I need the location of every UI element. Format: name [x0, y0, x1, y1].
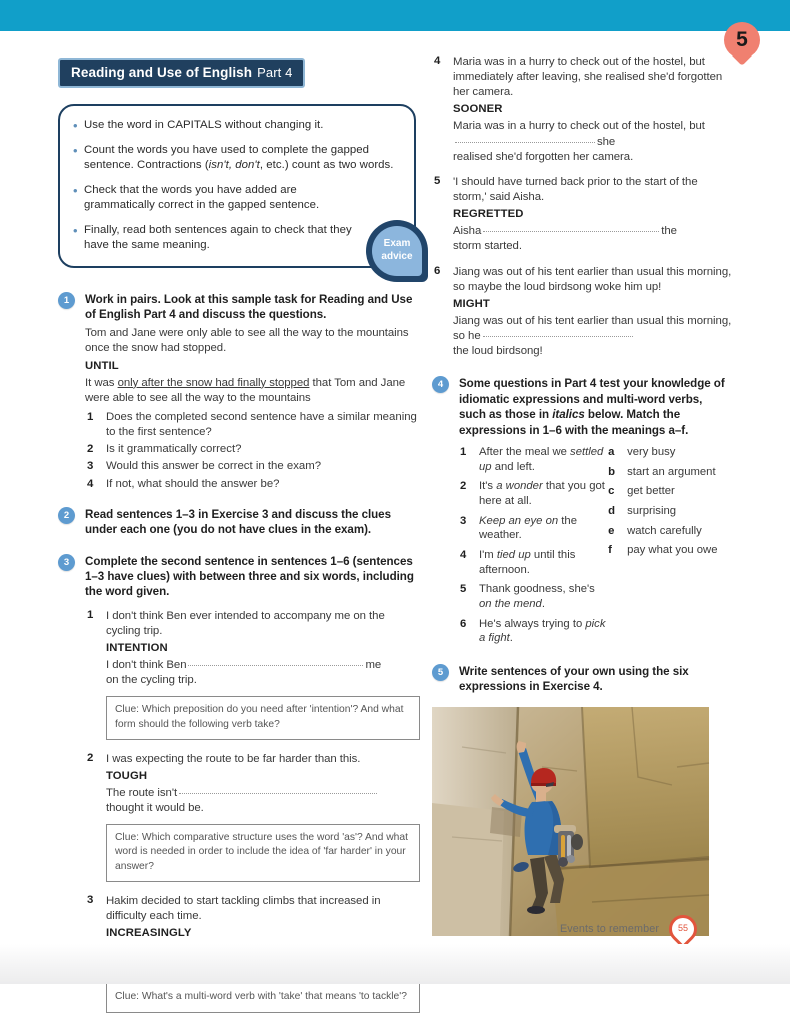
footer-label: Events to remember	[560, 923, 660, 935]
list-item: b start an argument	[608, 465, 716, 478]
top-banner	[0, 0, 790, 31]
list-item: 4 I'm tied up until this afternoon.	[460, 549, 576, 576]
matching-exercise	[459, 445, 732, 651]
expressions-column	[459, 445, 607, 651]
clue-box: Clue: Which comparative structure uses the word 'as'? And what word is needed in order to include the idea of 'far harder' in your answer?	[106, 824, 420, 882]
exam-advice-badge	[366, 220, 428, 282]
exercise-3-item-4	[432, 55, 732, 165]
climbing-photo-graphic	[432, 707, 709, 936]
list-item: 5 Thank goodness, she's on the mend.	[460, 583, 595, 611]
exam-advice-list	[72, 118, 400, 254]
exercise-3-number: 3	[58, 554, 75, 571]
item-prompt: I was expecting the route to be far harder than this.	[106, 752, 361, 765]
exam-advice-badge-line2: advice	[381, 250, 413, 262]
gap-dots[interactable]	[455, 142, 595, 143]
exercise-4-number: 4	[432, 376, 449, 393]
list-item: f pay what you owe	[608, 544, 718, 557]
item-gap-line: Maria was in a hurry to check out of the hostel, butshe realised she'd forgotten her camera.	[453, 120, 705, 163]
list-item: a very busy	[608, 445, 676, 458]
exercise-1-rubric: Work in pairs. Look at this sample task for Reading and Use of English Part 4 and discuss the questions.	[85, 292, 413, 321]
exam-advice-badge-inner	[372, 226, 422, 276]
item-gap-line: I don't think Ben me on the cycling trip.	[106, 659, 382, 687]
location-pin-icon	[669, 915, 697, 943]
item-gap-line: Jiang was out of his tent earlier than usual this morning, so he the loud birdsong!	[453, 314, 732, 358]
list-item: 6 He's always trying to pick a fight.	[460, 617, 606, 645]
item-keyword: MIGHT	[453, 297, 490, 310]
exercise-1-answer: It was only after the snow had finally stopped that Tom and Jane were able to see all the way to the mountains	[85, 376, 406, 404]
item-number: 2	[87, 751, 94, 764]
right-column	[432, 28, 732, 936]
page-number-badge: 5	[724, 22, 760, 58]
exercise-3-item-6	[432, 265, 732, 360]
item-number: 1	[87, 608, 94, 621]
exam-advice-block	[58, 104, 416, 268]
exercise-2	[58, 507, 420, 538]
exam-advice-box	[58, 104, 416, 268]
item-prompt: I don't think Ben ever intended to accompany me on the cycling trip.	[106, 609, 385, 637]
exercise-3-item-2	[85, 752, 420, 882]
footer	[560, 915, 697, 943]
item-keyword: SOONER	[453, 103, 503, 116]
item-keyword: INTENTION	[106, 642, 168, 655]
clue-box: Clue: Which preposition do you need after 'intention'? And what form should the following verb take?	[106, 696, 420, 739]
advice-bullet-2: • Count the words you have used to complete the gapped sentence. Contractions (isn't, don't, etc.) count as two words.	[72, 143, 400, 174]
list-item: e watch carefully	[608, 524, 702, 537]
section-title-part: Part 4	[257, 65, 293, 80]
list-item: d surprising	[608, 504, 677, 517]
item-keyword: REGRETTED	[453, 208, 524, 221]
list-item: 1 Does the completed second sentence have a similar meaning to the first sentence?	[87, 410, 417, 439]
item-prompt: Jiang was out of his tent earlier than usual this morning, so maybe the loud birdsong woke him up!	[453, 265, 732, 293]
exercise-1-number: 1	[58, 292, 75, 309]
climbing-photo	[432, 707, 709, 936]
exercise-1	[58, 292, 420, 492]
item-prompt: 'I should have turned back prior to the start of the storm,' said Aisha.	[453, 175, 698, 204]
exercise-1-sample: Tom and Jane were only able to see all the way to the mountains once the snow had stopped.	[85, 327, 409, 355]
list-item: 3 Would this answer be correct in the exam?	[87, 460, 322, 473]
exercise-5-rubric: Write sentences of your own using the six expressions in Exercise 4.	[459, 665, 689, 694]
item-number: 3	[87, 893, 94, 906]
exercise-4-rubric: Some questions in Part 4 test your knowledge of idiomatic expressions and multi-word verbs, such as those in italics below. Match the expressions in 1–6 with the meanings a–f.	[459, 377, 725, 437]
item-prompt: Maria was in a hurry to check out of the hostel, but immediately after leaving, she realised she'd forgotten her camera.	[453, 56, 723, 99]
item-keyword: TOUGH	[106, 769, 148, 782]
clue-box: Clue: What's a multi-word verb with 'take' that means 'to tackle'?	[106, 983, 420, 1012]
advice-bullet-3: • Check that the words you have added are grammatically correct in the gapped sentence.	[72, 183, 400, 214]
advice-bullet-1: • Use the word in CAPITALS without changing it.	[72, 118, 400, 134]
gap-dots[interactable]	[483, 336, 633, 337]
list-item: c get better	[608, 485, 675, 498]
exercise-5	[432, 664, 732, 695]
exercise-4	[432, 376, 732, 651]
exercise-1-keyword: UNTIL	[85, 359, 119, 372]
exercise-3-item-1	[85, 609, 420, 740]
gap-dots[interactable]	[179, 793, 377, 794]
list-item: 1 After the meal we settled up and left.	[460, 445, 604, 473]
exercise-2-rubric: Read sentences 1–3 in Exercise 3 and discuss the clues under each one (you do not have clues in the exam).	[85, 507, 391, 537]
item-number: 4	[434, 55, 441, 67]
section-title	[58, 58, 305, 88]
item-number: 6	[434, 264, 441, 277]
list-item: 4 If not, what should the answer be?	[87, 477, 280, 490]
exam-advice-badge-line1: Exam	[383, 238, 411, 250]
item-gap-line: The route isn't thought it would be.	[106, 786, 420, 816]
pin-number: 55	[678, 923, 689, 933]
gap-dots[interactable]	[483, 231, 659, 232]
meanings-column	[607, 445, 732, 651]
item-gap-line: Aisha the storm started.	[453, 225, 677, 253]
advice-bullet-4: • Finally, read both sentences again to check that they have the same meaning.	[72, 223, 400, 254]
item-prompt: Hakim decided to start tackling climbs that increased in difficulty each time.	[106, 894, 381, 923]
section-title-text: Reading and Use of English	[71, 65, 253, 80]
list-item: 2 Is it grammatically correct?	[87, 443, 242, 456]
item-number: 5	[434, 174, 441, 187]
list-item: 3 Keep an eye on the weather.	[460, 514, 577, 542]
exercise-1-questions	[85, 410, 420, 492]
item-keyword: INCREASINGLY	[106, 927, 192, 940]
gap-dots[interactable]	[188, 665, 363, 666]
exercise-3-item-5	[432, 175, 732, 255]
exercise-2-number: 2	[58, 507, 75, 524]
exercise-5-number: 5	[432, 664, 449, 681]
list-item: 2 It's a wonder that you got here at all.	[460, 480, 605, 507]
left-column	[58, 58, 420, 1025]
exercise-3-rubric: Complete the second sentence in sentences 1–6 (sentences 1–3 have clues) with between three and six words, including the word given.	[85, 554, 414, 599]
bottom-fade	[0, 944, 790, 984]
